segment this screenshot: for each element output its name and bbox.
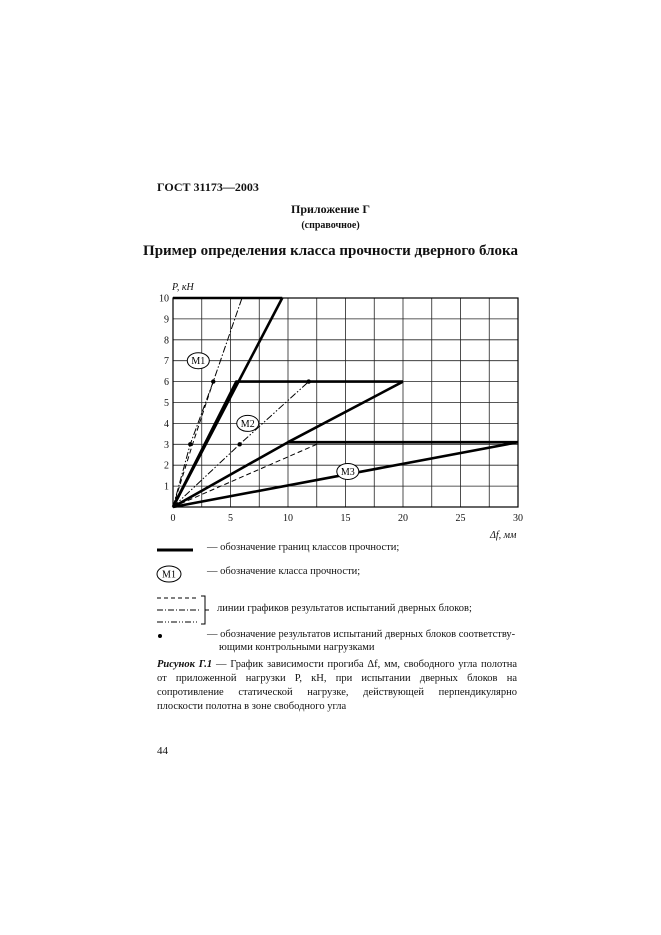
- y-axis-label: P, кН: [172, 282, 194, 293]
- test-point-marker: [188, 442, 192, 446]
- page-number: 44: [157, 745, 168, 757]
- class-label-text: M3: [340, 466, 355, 478]
- legend-text-test-lines: линии графиков результатов испытаний дверных блоков;: [217, 603, 472, 614]
- y-tick-label: 10: [159, 293, 169, 305]
- x-tick-label: 25: [455, 513, 466, 524]
- legend-text-class: — обозначение класса прочности;: [207, 566, 361, 577]
- appendix-subtitle: (справочное): [301, 220, 360, 231]
- legend-text-boundary: — обозначение границ классов прочности;: [207, 542, 400, 553]
- y-tick-label: 5: [164, 398, 169, 409]
- y-tick-label: 8: [164, 335, 169, 347]
- y-tick-label: 7: [164, 356, 169, 368]
- legend-text-test-points: [207, 628, 515, 654]
- legend-text-test-points-line2: ющими контрольными нагрузками: [219, 642, 375, 653]
- caption-label: Рисунок Г.1: [157, 659, 213, 670]
- legend-item-test-lines: [155, 594, 535, 628]
- class-circle-symbol: [155, 565, 185, 583]
- caption-text: — График зависимости прогиба Δf, мм, свободного угла полотна от приложенной нагрузки Р, кН, при испытании дверных блоков на сопротивление статической нагрузке, действующей перпендикулярно плоскости полотна в зоне свободного угла: [157, 659, 517, 712]
- y-tick-label: 2: [164, 460, 169, 472]
- appendix-title: Приложение Г: [290, 202, 370, 216]
- x-tick-label: 30: [513, 513, 523, 524]
- class-labels: [187, 353, 358, 480]
- y-tick-label: 1: [164, 481, 169, 493]
- x-tick-label: 20: [398, 513, 408, 524]
- class-circle-text: М1: [162, 569, 176, 581]
- figure-title: Пример определения класса прочности дверного блока: [143, 243, 518, 259]
- class-label-text: M1: [191, 356, 206, 368]
- x-axis-label: Δf, мм: [490, 530, 517, 541]
- legend-item-test-points: [155, 628, 535, 658]
- legend-text-test-points-line1: — обозначение результатов испытаний дверных блоков соответству-: [207, 629, 516, 640]
- legend-item-boundary: [155, 542, 535, 558]
- test-series-line: [173, 444, 317, 507]
- x-tick-label: 5: [228, 513, 233, 524]
- test-point-marker: [238, 442, 242, 446]
- dot-symbol: [155, 631, 167, 643]
- figure-caption: [157, 658, 517, 714]
- x-tick-label: 10: [283, 513, 293, 524]
- document-code: ГОСТ 31173—2003: [157, 180, 259, 194]
- y-tick-label: 9: [164, 314, 169, 326]
- thick-line-symbol: [155, 542, 195, 558]
- line-styles-symbol: [155, 594, 215, 628]
- class-label-text: M2: [240, 418, 255, 430]
- x-tick-label: 15: [340, 513, 351, 524]
- y-tick-label: 4: [164, 418, 169, 430]
- y-tick-label: 3: [164, 439, 169, 451]
- y-tick-label: 6: [164, 377, 169, 389]
- x-tick-label: 0: [170, 513, 176, 524]
- legend-item-class: [155, 566, 535, 584]
